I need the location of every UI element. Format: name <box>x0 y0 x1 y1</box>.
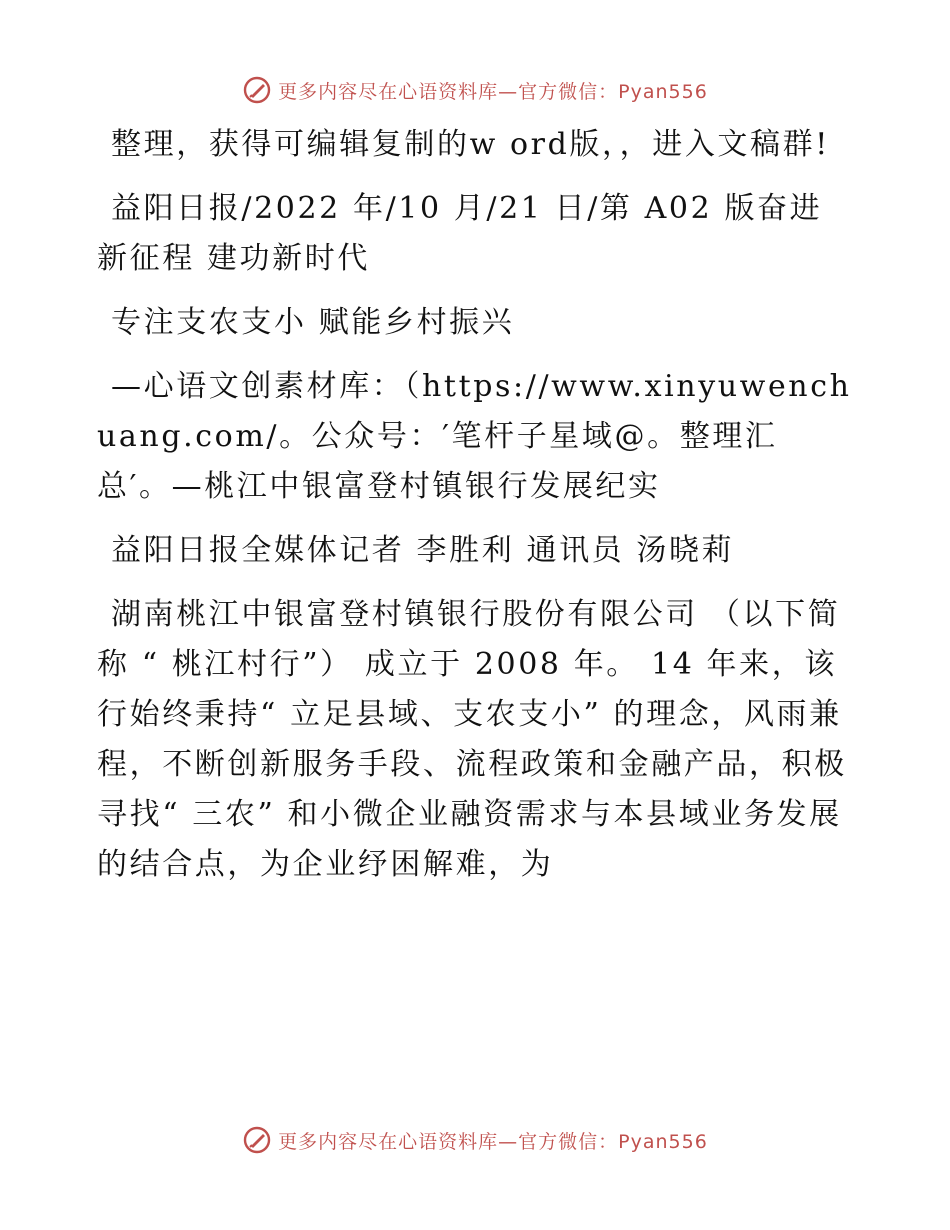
quill-pen-logo-icon <box>242 1125 272 1155</box>
header-banner <box>0 70 950 110</box>
header-banner-text: 更多内容尽在心语资料库—官方微信：Pyan556 <box>278 80 708 103</box>
paragraph-headline: 专注支农支小 赋能乡村振兴 <box>111 305 515 340</box>
paragraph-source: 益阳日报/2022 年/10 月/21 日/第 A02 版奋进新征程 建功新时代 <box>97 191 823 276</box>
footer-banner-text: 更多内容尽在心语资料库—官方微信：Pyan556 <box>278 1130 708 1153</box>
paragraph-body: 湖南桃江中银富登村镇银行股份有限公司 （以下简称 “ 桃江村行”） 成立于 2008 年。 14 年来，该行始终秉持“ 立足县域、支农支小” 的理念，风雨兼程，不断创新服务手段、流程政策和金融产品，积极寻找“ 三农” 和小微企业融资需求与本县域业务发展的结合点，为企业纾困解难，为 <box>97 597 847 882</box>
quill-pen-logo-icon <box>242 75 272 105</box>
paragraph-subtitle: —心语文创素材库：（https://www.xinyuwenchuang.com/。公众号：′笔杆子星域@。整理汇总′。—桃江中银富登村镇银行发展纪实 <box>97 369 852 504</box>
paragraph-intro: 整理，获得可编辑复制的w ord版，，进入文稿群! <box>111 127 830 162</box>
document-body <box>97 120 852 914</box>
paragraph-byline: 益阳日报全媒体记者 李胜利 通讯员 汤晓莉 <box>111 533 735 568</box>
footer-banner <box>0 1120 950 1160</box>
